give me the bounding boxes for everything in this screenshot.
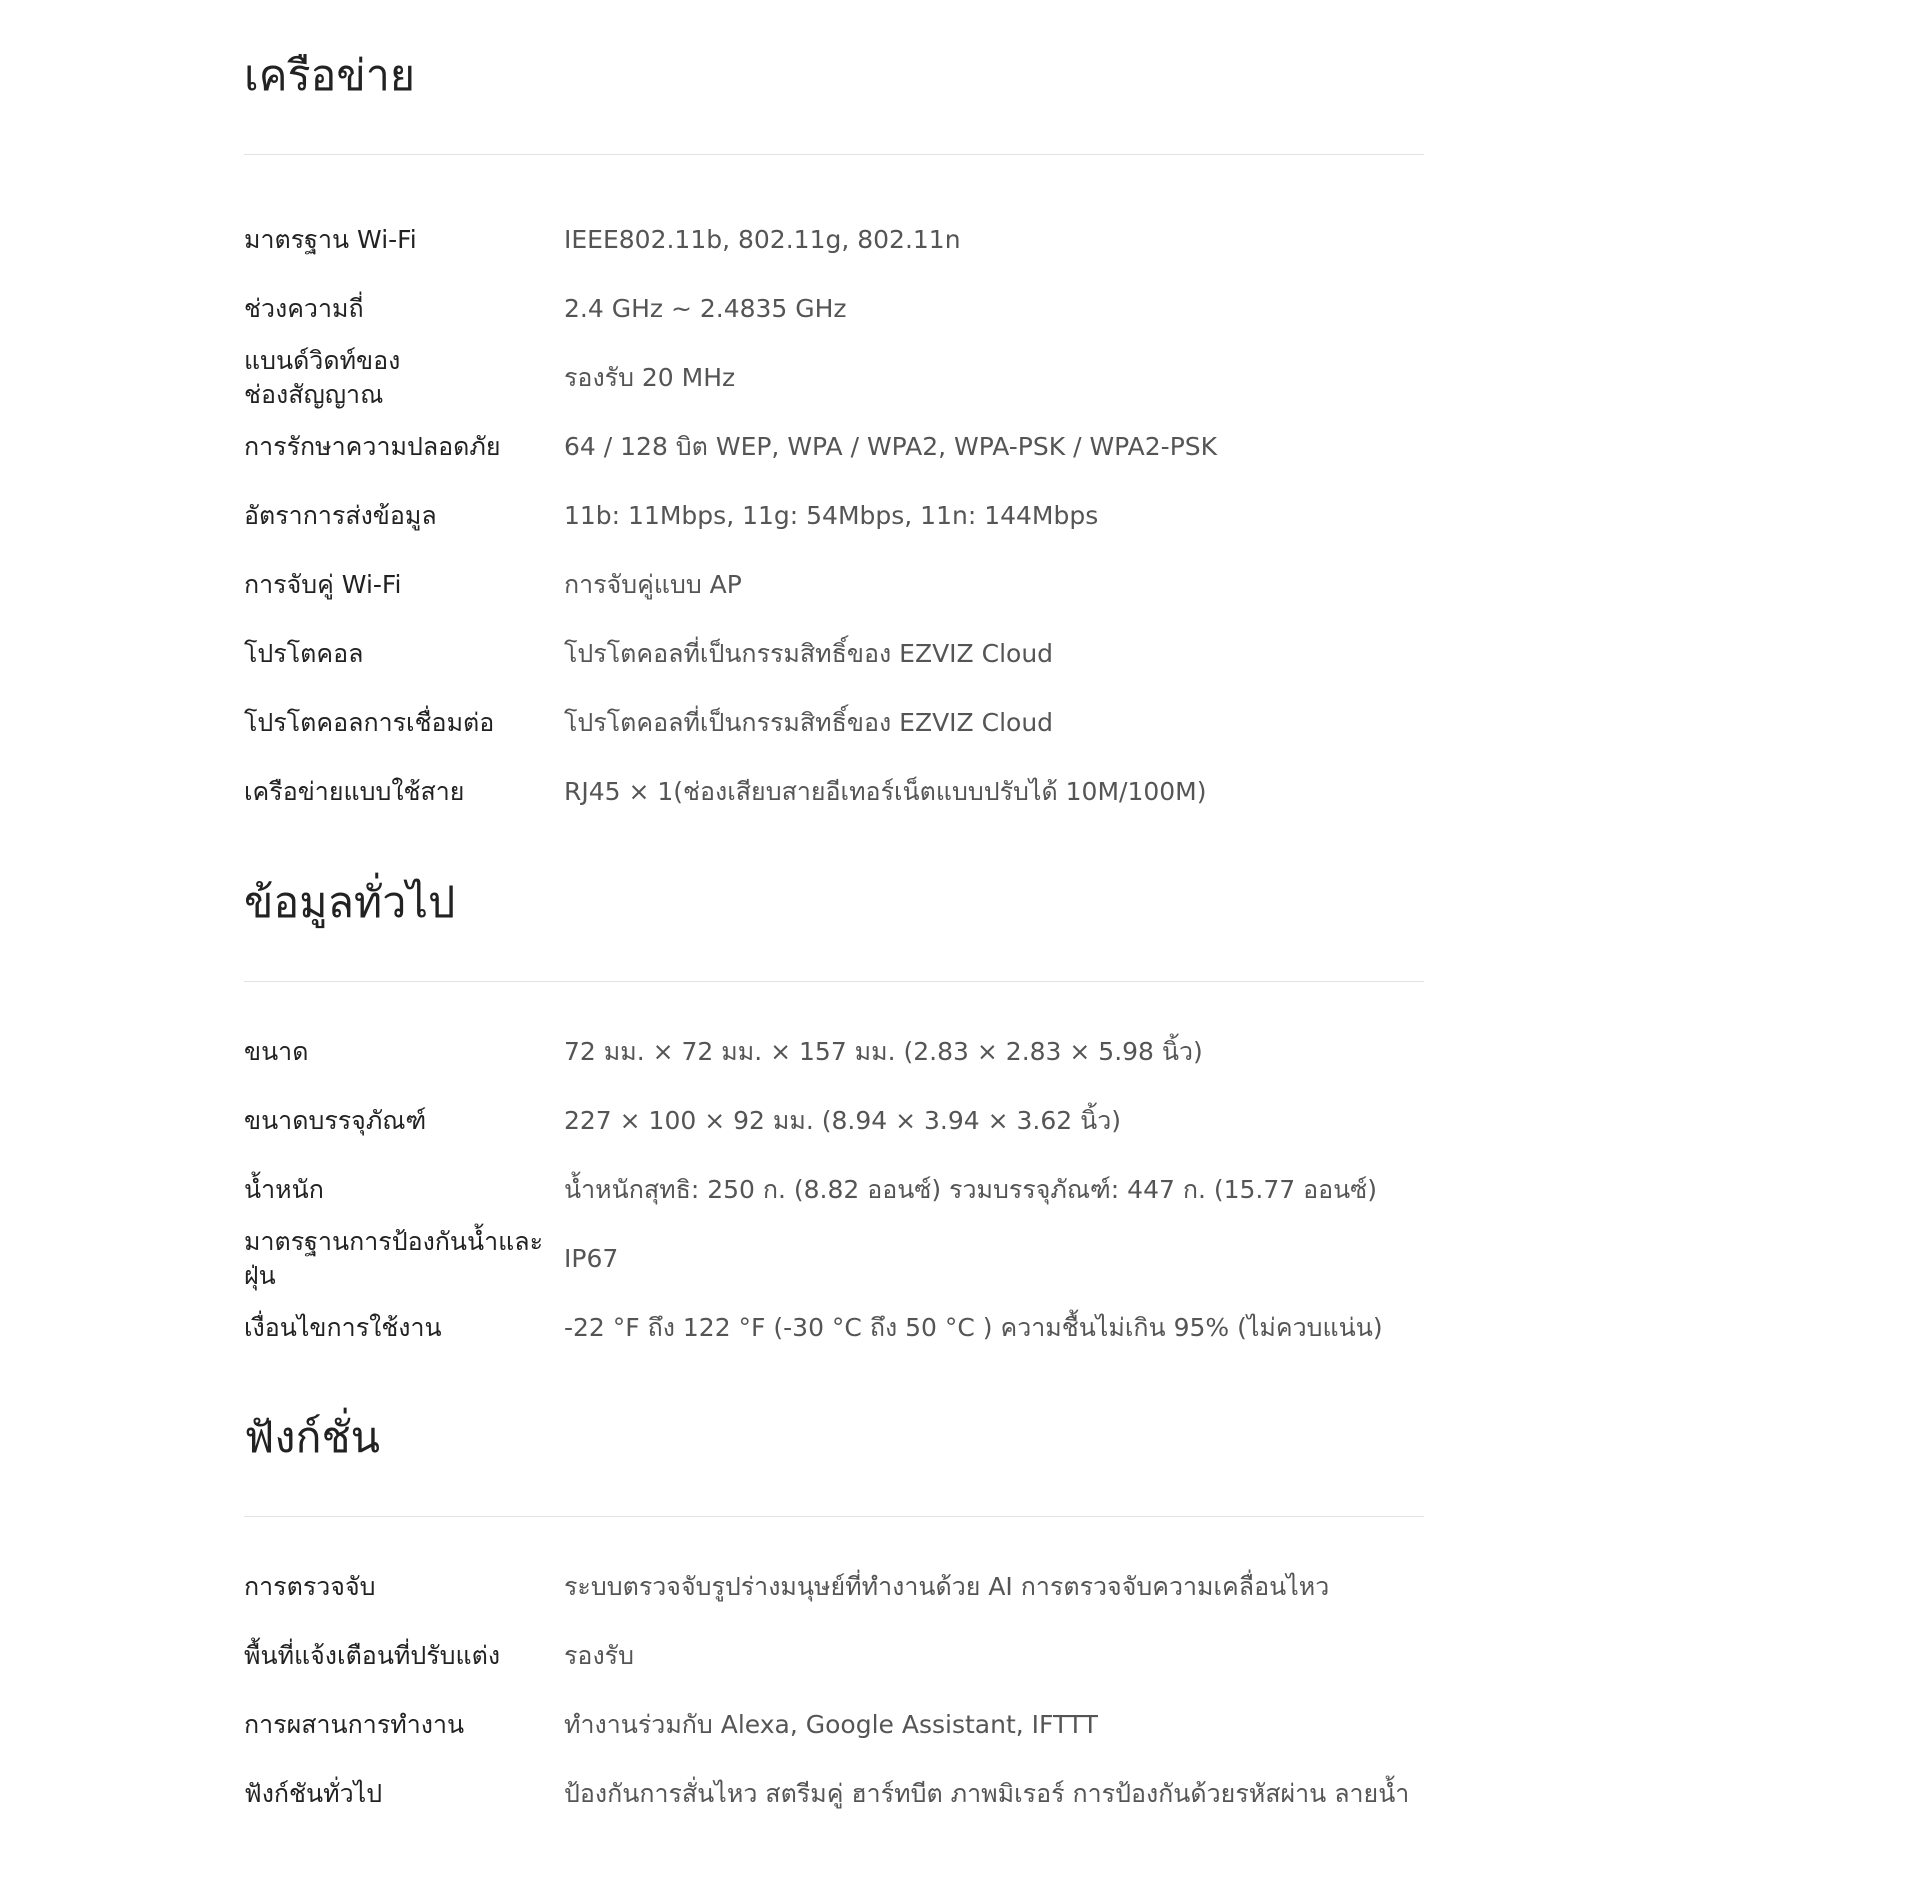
spec-row-transfer-rate [244,481,1424,550]
spec-row-integration [244,1690,1424,1759]
spec-row-weight [244,1155,1424,1224]
section-general [244,826,1424,1362]
section-divider [244,154,1424,155]
spec-label: การตรวจจับ [244,1571,376,1601]
spec-label: อัตราการส่งข้อมูล [244,500,437,530]
spec-label: ขนาดบรรจุภัณฑ์ [244,1105,427,1135]
spec-row-ip-rating [244,1224,1424,1293]
spec-row-custom-alert-area [244,1621,1424,1690]
spec-row-general-functions [244,1759,1424,1828]
spec-label: มาตรฐาน Wi-Fi [244,224,417,254]
spec-label: มาตรฐานการป้องกันน้ำและฝุ่น [244,1226,544,1290]
spec-row-dimensions [244,1017,1424,1086]
spec-label: การรักษาความปลอดภัย [244,431,501,461]
section-title: เครือข่าย [244,51,416,101]
spec-value: รองรับ [564,1640,634,1670]
spec-value: IEEE802.11b, 802.11g, 802.11n [564,224,961,254]
spec-value: 2.4 GHz ~ 2.4835 GHz [564,293,847,323]
spec-row-frequency-range [244,274,1424,343]
spec-table [244,1552,1424,1828]
spec-value: โปรโตคอลที่เป็นกรรมสิทธิ์ของ EZVIZ Cloud [564,707,1054,737]
spec-label: เครือข่ายแบบใช้สาย [244,776,465,806]
spec-row-detection [244,1552,1424,1621]
spec-row-connection-protocol [244,688,1424,757]
spec-row-security [244,412,1424,481]
spec-value: RJ45 × 1(ช่องเสียบสายอีเทอร์เน็ตแบบปรับได้ 10M/100M) [564,776,1207,806]
section-network [244,0,1424,826]
section-functions [244,1362,1424,1828]
spec-value: รองรับ 20 MHz [564,362,736,392]
spec-value: การจับคู่แบบ AP [564,569,742,599]
spec-value: ระบบตรวจจับรูปร่างมนุษย์ที่ทำงานด้วย AI การตรวจจับความเคลื่อนไหว [564,1571,1330,1601]
spec-value: 72 มม. × 72 มม. × 157 มม. (2.83 × 2.83 × 5.98 นิ้ว) [564,1036,1203,1066]
section-title: ฟังก์ชั่น [244,1413,381,1463]
spec-table [244,205,1424,826]
spec-value: ทำงานร่วมกับ Alexa, Google Assistant, IFTTT [564,1709,1098,1739]
section-divider [244,1516,1424,1517]
spec-label: การผสานการทำงาน [244,1709,465,1739]
spec-label: พื้นที่แจ้งเตือนที่ปรับแต่ง [244,1640,501,1670]
spec-row-package-dimensions [244,1086,1424,1155]
spec-value: -22 °F ถึง 122 °F (-30 °C ถึง 50 °C ) ความชื้นไม่เกิน 95% (ไม่ควบแน่น) [564,1312,1383,1342]
section-divider [244,981,1424,982]
spec-row-wifi-standard [244,205,1424,274]
spec-row-wifi-pairing [244,550,1424,619]
spec-value: IP67 [564,1243,619,1273]
spec-label: ช่วงความถี่ [244,293,364,323]
spec-page [244,0,1424,1828]
spec-label: ขนาด [244,1036,309,1066]
spec-value: น้ำหนักสุทธิ: 250 ก. (8.82 ออนซ์) รวมบรรจุภัณฑ์: 447 ก. (15.77 ออนซ์) [564,1174,1377,1204]
spec-label: แบนด์วิดท์ของช่องสัญญาณ [244,345,401,409]
spec-value: 64 / 128 บิต WEP, WPA / WPA2, WPA-PSK / WPA2-PSK [564,431,1218,461]
spec-label: การจับคู่ Wi-Fi [244,569,402,599]
spec-value: ป้องกันการสั่นไหว สตรีมคู่ ฮาร์ทบีต ภาพมิเรอร์ การป้องกันด้วยรหัสผ่าน ลายน้ำ [564,1778,1410,1808]
spec-row-wired-network [244,757,1424,826]
spec-value: 11b: 11Mbps, 11g: 54Mbps, 11n: 144Mbps [564,500,1099,530]
spec-label: น้ำหนัก [244,1174,324,1204]
spec-value: 227 × 100 × 92 มม. (8.94 × 3.94 × 3.62 นิ้ว) [564,1105,1121,1135]
spec-label: โปรโตคอลการเชื่อมต่อ [244,707,495,737]
section-title: ข้อมูลทั่วไป [244,878,456,928]
spec-table [244,1017,1424,1362]
spec-row-operating-conditions [244,1293,1424,1362]
spec-label: โปรโตคอล [244,638,364,668]
spec-row-channel-bandwidth [244,343,1424,412]
spec-label: ฟังก์ชันทั่วไป [244,1778,383,1808]
spec-value: โปรโตคอลที่เป็นกรรมสิทธิ์ของ EZVIZ Cloud [564,638,1054,668]
spec-label: เงื่อนไขการใช้งาน [244,1312,442,1342]
spec-row-protocol [244,619,1424,688]
